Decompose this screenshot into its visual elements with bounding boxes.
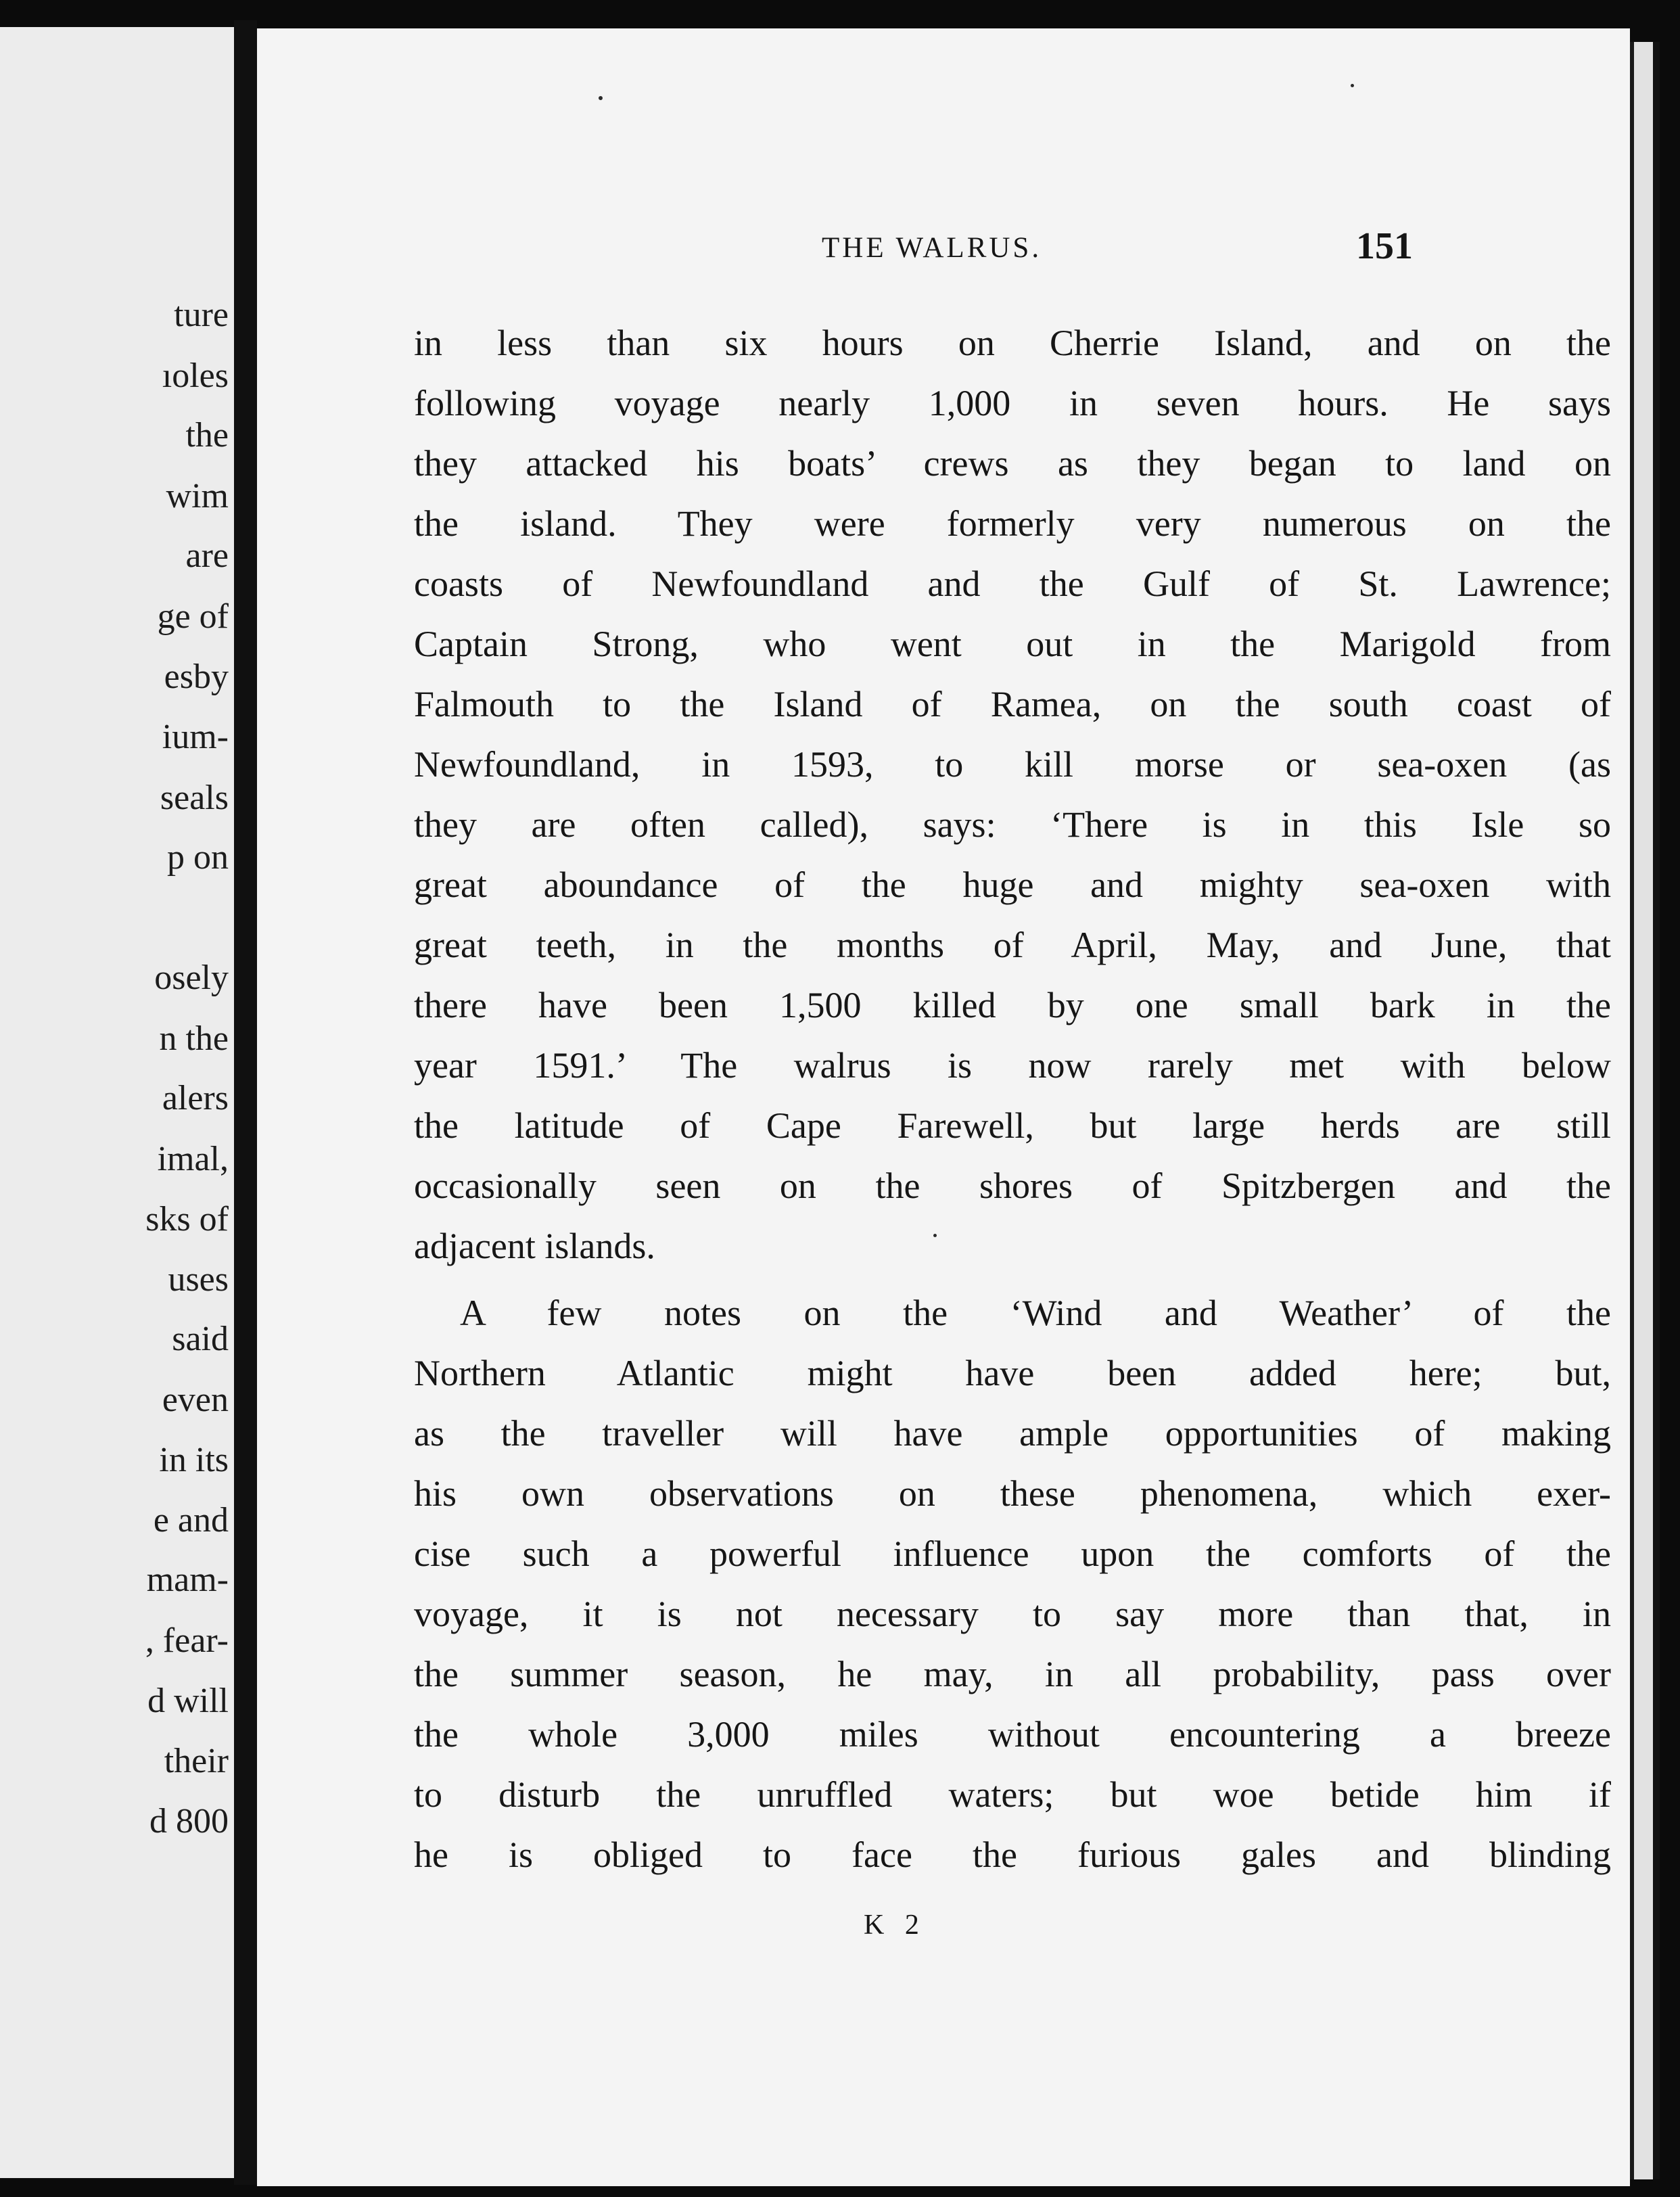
facing-page-line: d will bbox=[147, 1682, 229, 1720]
text-line: year 1591.’ The walrus is now rarely met with below bbox=[414, 1045, 1611, 1086]
facing-page-line: alers bbox=[162, 1079, 229, 1117]
text-line: cise such a powerful influence upon the comforts of the bbox=[414, 1533, 1611, 1574]
facing-page-line: mam- bbox=[146, 1560, 229, 1599]
text-line: the island. They were formerly very numerous on the bbox=[414, 503, 1611, 544]
facing-page-line: p on bbox=[167, 838, 229, 877]
text-line: coasts of Newfoundland and the Gulf of St. Lawrence; bbox=[414, 563, 1611, 604]
text-line: Captain Strong, who went out in the Marigold from bbox=[414, 624, 1611, 664]
text-line: Northern Atlantic might have been added here; but, bbox=[414, 1353, 1611, 1393]
book-gutter bbox=[234, 20, 257, 2185]
text-line: there have been 1,500 killed by one small bark in the bbox=[414, 985, 1611, 1025]
facing-page-line: sks of bbox=[145, 1200, 229, 1239]
text-line: they are often called), says: ‘There is in this Isle so bbox=[414, 804, 1611, 845]
scan-speck bbox=[1351, 84, 1354, 87]
facing-page-line: said bbox=[172, 1320, 229, 1358]
scan-speck bbox=[933, 1234, 937, 1237]
text-line: the whole 3,000 miles without encountering a breeze bbox=[414, 1714, 1611, 1755]
facing-page-line: d 800 bbox=[149, 1802, 229, 1841]
text-line: to disturb the unruffled waters; but woe betide him if bbox=[414, 1774, 1611, 1815]
facing-page-line: the bbox=[185, 416, 229, 455]
facing-page-line: uses bbox=[168, 1260, 229, 1299]
facing-page-line: ium- bbox=[162, 718, 229, 756]
page-edge bbox=[1630, 42, 1660, 2179]
text-line: A few notes on the ‘Wind and Weather’ of the bbox=[460, 1293, 1611, 1333]
book-page bbox=[257, 28, 1630, 2186]
printer-signature-mark: K 2 bbox=[864, 1910, 926, 1941]
text-line: in less than six hours on Cherrie Island, and on the bbox=[414, 323, 1611, 363]
facing-page-line: ture bbox=[174, 296, 229, 334]
page-number: 151 bbox=[1356, 225, 1413, 267]
facing-page-line: n the bbox=[159, 1019, 229, 1058]
facing-page-line: seals bbox=[160, 779, 229, 817]
text-line: he is obliged to face the furious gales and blinding bbox=[414, 1834, 1611, 1875]
text-line: they attacked his boats’ crews as they began to land on bbox=[414, 443, 1611, 484]
facing-page-line: imal, bbox=[157, 1140, 229, 1178]
text-line: following voyage nearly 1,000 in seven hours. He says bbox=[414, 383, 1611, 423]
running-head: THE WALRUS. bbox=[822, 232, 1042, 264]
text-line: occasionally seen on the shores of Spitzbergen and the bbox=[414, 1165, 1611, 1206]
text-line: great teeth, in the months of April, May, and June, that bbox=[414, 925, 1611, 965]
facing-page-line: ge of bbox=[157, 597, 229, 636]
facing-page-line: esby bbox=[164, 657, 229, 696]
scan-speck bbox=[599, 96, 603, 100]
facing-page-line: ıoles bbox=[162, 356, 229, 395]
facing-page-line: , fear- bbox=[145, 1621, 229, 1660]
text-line: adjacent islands. bbox=[414, 1226, 655, 1266]
facing-page-line: wim bbox=[166, 477, 229, 515]
text-line: the summer season, he may, in all probability, pass over bbox=[414, 1654, 1611, 1694]
facing-page-line: their bbox=[164, 1742, 229, 1780]
facing-page-fragment bbox=[0, 27, 234, 2178]
text-line: Falmouth to the Island of Ramea, on the south coast of bbox=[414, 684, 1611, 724]
text-line: the latitude of Cape Farewell, but large herds are still bbox=[414, 1105, 1611, 1146]
facing-page-line: e and bbox=[153, 1501, 229, 1540]
text-line: as the traveller will have ample opportunities of making bbox=[414, 1413, 1611, 1454]
text-line: his own observations on these phenomena, which exer- bbox=[414, 1473, 1611, 1514]
text-line: Newfoundland, in 1593, to kill morse or sea-oxen (as bbox=[414, 744, 1611, 785]
text-line: great aboundance of the huge and mighty sea-oxen with bbox=[414, 864, 1611, 905]
facing-page-line: even bbox=[162, 1381, 229, 1419]
facing-page-line: in its bbox=[159, 1441, 229, 1479]
text-line: voyage, it is not necessary to say more than that, in bbox=[414, 1594, 1611, 1634]
facing-page-line: are bbox=[185, 536, 229, 575]
facing-page-line: osely bbox=[154, 958, 229, 997]
